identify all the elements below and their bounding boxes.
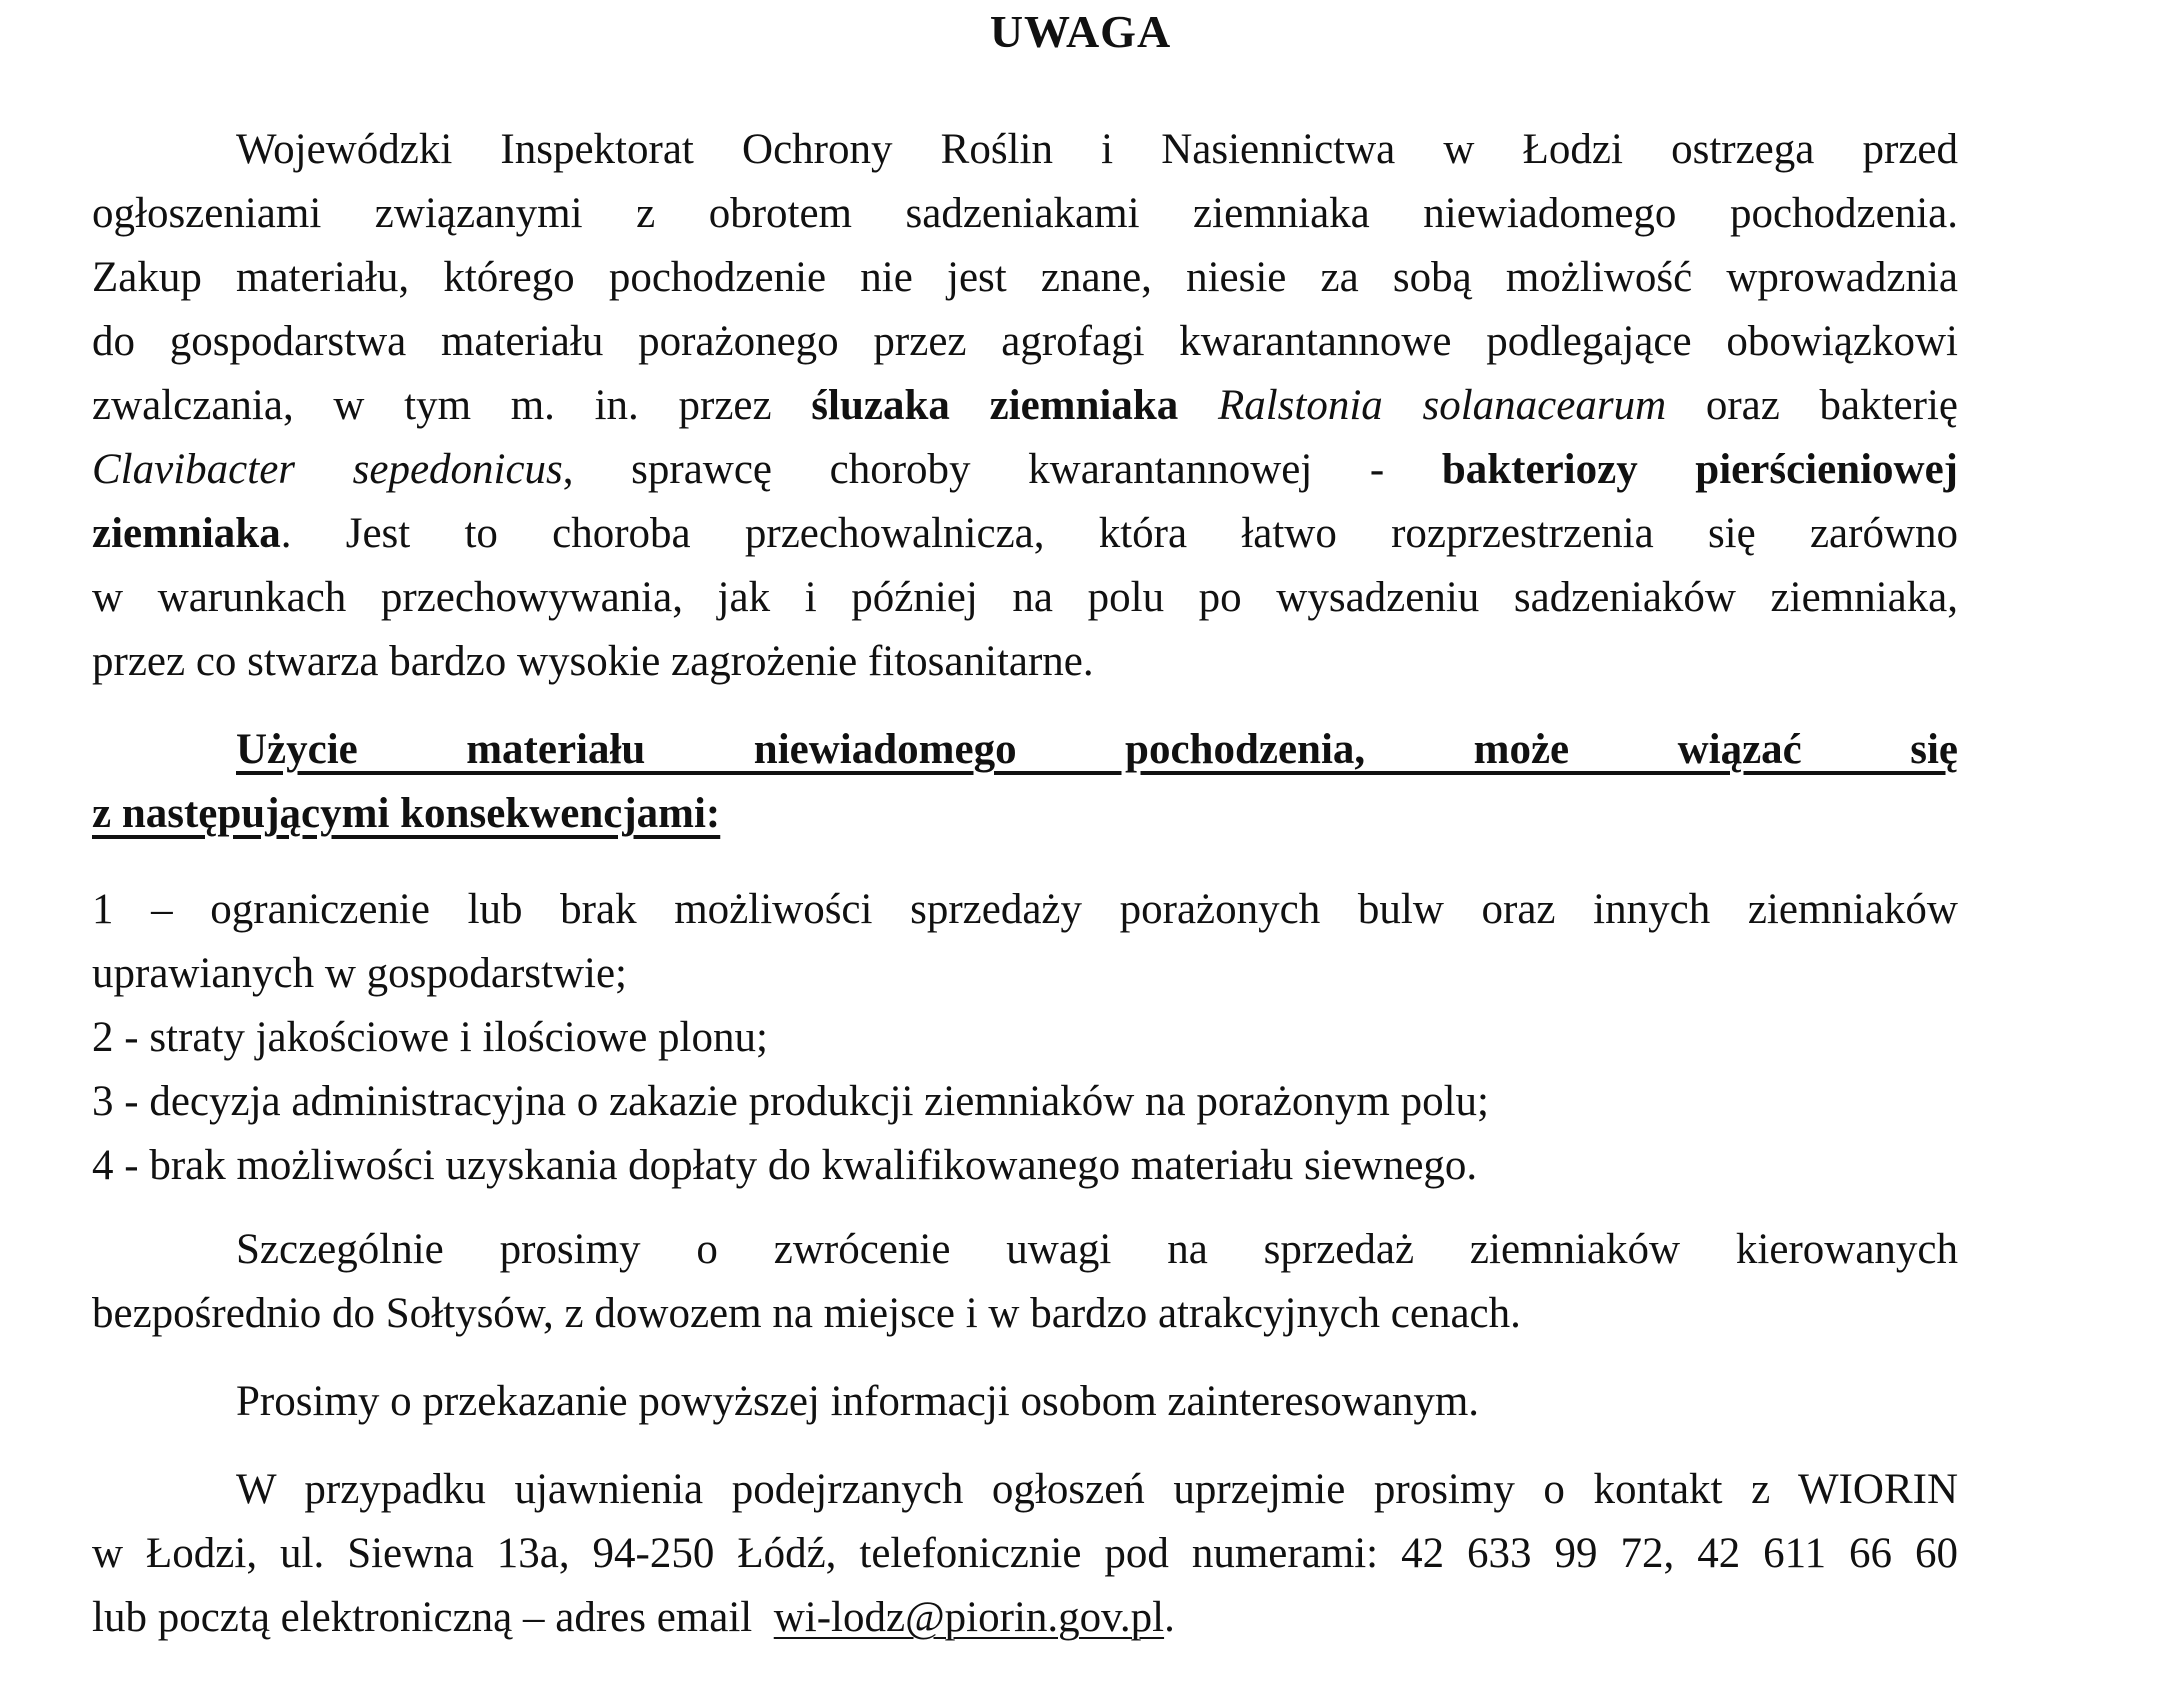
text: oraz bakterię [1666,382,1958,429]
pathogen-name-bold: śluzaka ziemniaka [811,382,1179,429]
contact-line [92,1586,1958,1650]
text: . [1164,1594,1175,1641]
text: lub pocztą elektroniczną – adres email [92,1594,774,1641]
list-item: 2 - straty jakościowe i ilościowe plonu; [92,1014,768,1061]
intro-line [92,438,1958,502]
contact-line: w Łodzi, ul. Siewna 13a, 94-250 Łódź, telefonicznie pod numerami: 42 633 99 72, 42 611 66 60 [92,1530,1958,1577]
intro-line: do gospodarstwa materiału porażonego przez agrofagi kwarantannowe podlegające obowiązkowi [92,318,1958,365]
document-title: UWAGA [989,6,1172,57]
heading-text: z następującymi konsekwencjami: [92,790,721,837]
list-item-continued: uprawianych w gospodarstwie; [92,950,627,997]
list-item: 4 - brak możliwości uzyskania dopłaty do kwalifikowanego materiału siewnego. [92,1142,1478,1189]
share-request [92,1370,1958,1434]
heading-line [92,782,1958,846]
disease-name-bold: bakteriozy pierścieniowej [1441,446,1959,493]
disease-name-bold: ziemniaka [92,510,281,557]
text: . Jest to choroba przechowalnicza, która łatwo rozprzestrzenia się zarówno [280,510,1958,557]
intro-line: Zakup materiału, którego pochodzenie nie jest znane, niesie za sobą możliwość wprowadznia [92,254,1958,301]
list-item: 1 – ograniczenie lub brak możliwości sprzedaży porażonych bulw oraz innych ziemniaków [92,886,1958,933]
notice-line: bezpośrednio do Sołtysów, z dowozem na miejsce i w bardzo atrakcyjnych cenach. [92,1290,1521,1337]
heading-line: Użycie materiału niewiadomego pochodzenia, może wiązać się [236,726,1958,773]
latin-name: Clavibacter sepedonicus [92,446,563,493]
intro-line: przez co stwarza bardzo wysokie zagrożenie fitosanitarne. [92,638,1094,685]
intro-line [92,502,1958,566]
soltys-notice [92,1218,1958,1346]
contact-line: W przypadku ujawnienia podejrzanych ogłoszeń uprzejmie prosimy o kontakt z WIORIN [236,1466,1958,1513]
list-item: 3 - decyzja administracyjna o zakazie produkcji ziemniaków na porażonym polu; [92,1078,1489,1125]
contact-paragraph [92,1458,1958,1650]
email-link[interactable]: wi-lodz@piorin.gov.pl [773,1594,1165,1641]
share-line: Prosimy o przekazanie powyższej informacji osobom zainteresowanym. [236,1378,1480,1425]
consequences-heading [92,718,1958,846]
intro-line [92,374,1958,438]
intro-paragraph [92,118,1958,694]
consequences-list [92,878,1958,1198]
notice-line: Szczególnie prosimy o zwrócenie uwagi na sprzedaż ziemniaków kierowanych [236,1226,1958,1273]
intro-line: ogłoszeniami związanymi z obrotem sadzeniakami ziemniaka niewiadomego pochodzenia. [92,190,1958,237]
intro-line: w warunkach przechowywania, jak i później na polu po wysadzeniu sadzeniaków ziemniaka, [92,574,1958,621]
text: , sprawcę choroby kwarantannowej - [562,446,1442,493]
intro-line: Wojewódzki Inspektorat Ochrony Roślin i Nasiennictwa w Łodzi ostrzega przed [236,126,1958,173]
latin-name: Ralstonia solanacearum [1178,382,1667,429]
text: zwalczania, w tym m. in. przez [92,382,812,429]
